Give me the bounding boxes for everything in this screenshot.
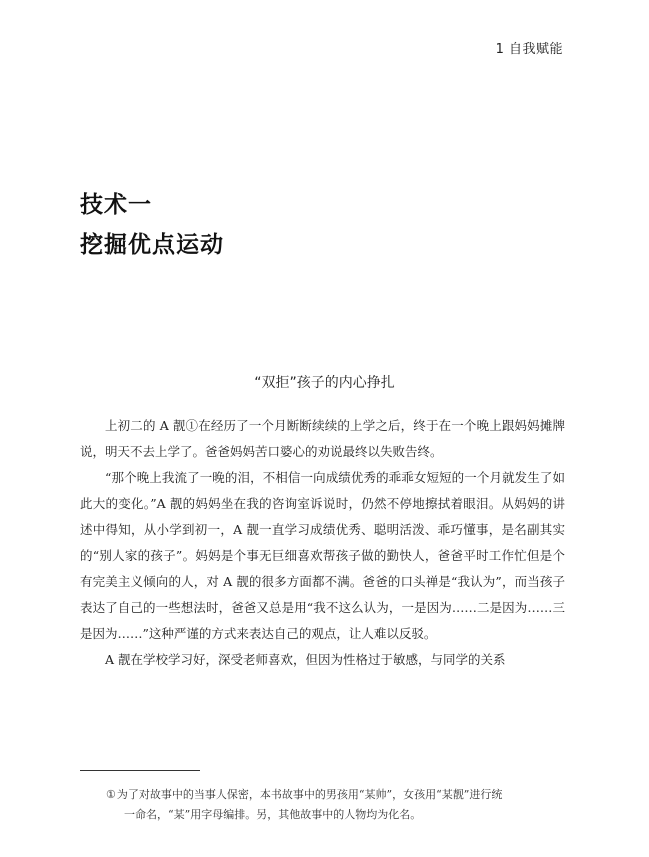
section-heading: “双拒”孩子的内心挣扎 (254, 375, 395, 391)
chapter-title-line-1: 技术一 (80, 192, 152, 218)
body-text (80, 413, 565, 673)
running-head: 1 自我赋能 (495, 42, 563, 57)
footnote-text-line-2: 一命名，“某”用字母编排。另，其他故事中的人物均为化名。 (124, 808, 422, 821)
footnote-marker: ① (106, 788, 116, 801)
footnote-text-line-1: 为了对故事中的当事人保密，本书故事中的男孩用“某帅”，女孩用“某靓”进行统 (116, 788, 503, 801)
footnote (106, 785, 566, 825)
footnote-divider (80, 770, 200, 771)
chapter-title-line-2: 挖掘优点运动 (80, 232, 224, 258)
paragraph-2: “那个晚上我流了一晚的泪，不相信一向成绩优秀的乖乖女短短的一个月就发生了如此大的变化。”A 靓的妈妈坐在我的咨询室诉说时，仍然不停地擦拭着眼泪。从妈妈的讲述中得知，从小学到初一，A 靓一直学习成绩优秀、聪明活泼、乖巧懂事，是名副其实的“别人家的孩子”。妈妈是个事无巨细喜欢帮孩子做的勤快人，爸爸平时工作忙但是个有完美主义倾向的人，对 A 靓的很多方面都不满。爸爸的口头禅是“我认为”，而当孩子表达了自己的一些想法时，爸爸又总是用“我不这么认为，一是因为……二是因为……三是因为……”这种严谨的方式来表达自己的观点，让人难以反驳。 (80, 470, 565, 641)
paragraph-1: 上初二的 A 靓①在经历了一个月断断续续的上学之后，终于在一个晚上跟妈妈摊牌说，明天不去上学了。爸爸妈妈苦口婆心的劝说最终以失败告终。 (80, 418, 565, 459)
paragraph-3: A 靓在学校学习好，深受老师喜欢，但因为性格过于敏感，与同学的关系 (105, 652, 506, 667)
chapter-title (80, 185, 224, 265)
